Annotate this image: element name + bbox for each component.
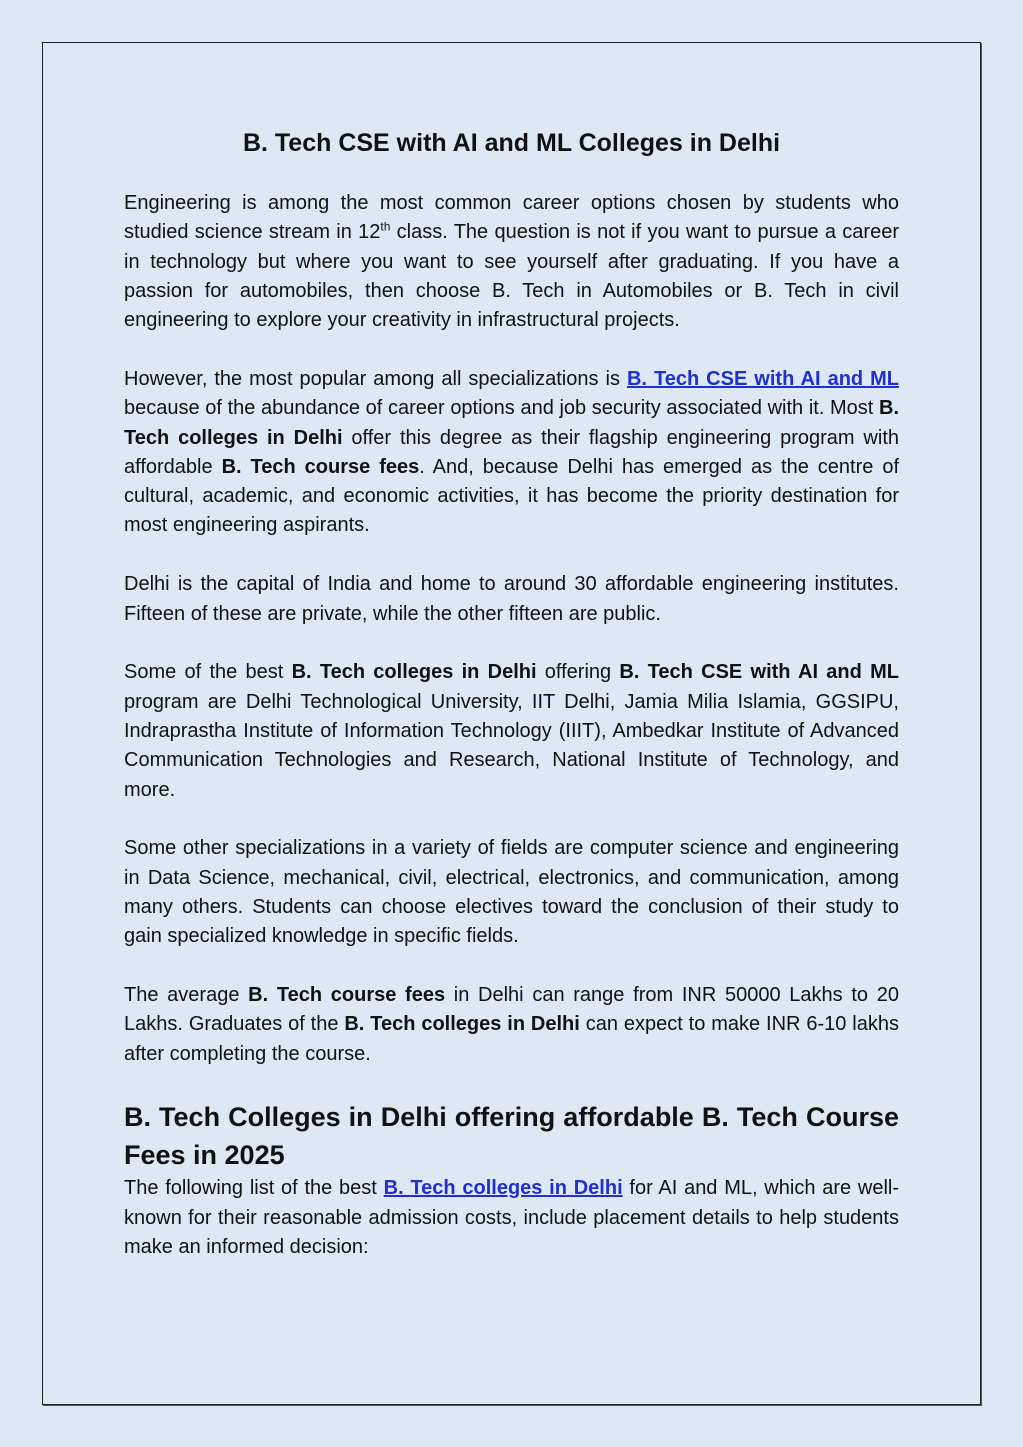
link-btech-colleges-delhi[interactable]: B. Tech colleges in Delhi bbox=[383, 1177, 623, 1200]
popular-text-1: However, the most popular among all specializations is bbox=[124, 367, 627, 390]
paragraph-fees bbox=[124, 981, 899, 1069]
document-body bbox=[124, 125, 899, 1292]
intro-text-1: Engineering is among the most common career options chosen by students who studied science stream in 12 bbox=[124, 192, 899, 244]
section-heading: B. Tech Colleges in Delhi offering affordable B. Tech Course Fees in 2025 bbox=[124, 1102, 899, 1171]
fees-text-2: in Delhi can range from INR 50000 Lakhs to 20 Lakhs. Graduates of the bbox=[124, 984, 899, 1036]
paragraph-best-colleges bbox=[124, 658, 899, 804]
list-intro-text-1: The following list of the best bbox=[124, 1177, 384, 1200]
paragraph-list-intro bbox=[124, 1174, 899, 1262]
paragraph-intro bbox=[124, 189, 899, 335]
paragraph-delhi: Delhi is the capital of India and home to around 30 affordable engineering institutes. Fifteen of these are private, while the other fifteen are public. bbox=[124, 573, 899, 625]
page-title: B. Tech CSE with AI and ML Colleges in Delhi bbox=[242, 129, 781, 157]
fees-text-3: can expect to make INR 6-10 lakhs after completing the course. bbox=[124, 1013, 899, 1065]
paragraph-specializations: Some other specializations in a variety of fields are computer science and engineering in Data Science, mechanical, civil, electrical, electronics, and communication, among many others. Students can choose electives toward the conclusion of their study to gain specialized knowledge in specific fields. bbox=[124, 837, 899, 948]
best-text-2: offering bbox=[536, 661, 620, 684]
best-text-1: Some of the best bbox=[124, 661, 292, 684]
popular-text-2: because of the abundance of career options and job security associated with it. Most bbox=[124, 397, 879, 420]
popular-text-3: offer this degree as their flagship engineering program with affordable bbox=[124, 426, 899, 478]
popular-text-4: . And, because Delhi has emerged as the centre of cultural, academic, and economic activities, it has become the priority destination for most engineering aspirants. bbox=[124, 455, 900, 537]
bold-btech-colleges: B. Tech colleges in Delhi bbox=[344, 1013, 580, 1036]
link-btech-cse-ai-ml[interactable]: B. Tech CSE with AI and ML bbox=[626, 367, 900, 390]
bold-btech-colleges: B. Tech colleges in Delhi bbox=[291, 661, 537, 684]
document-page bbox=[42, 42, 981, 1405]
superscript-th: th bbox=[380, 219, 391, 234]
bold-btech-colleges: B. Tech colleges in Delhi bbox=[124, 397, 899, 449]
fees-text-1: The average bbox=[124, 984, 249, 1007]
bold-course-fees: B. Tech course fees bbox=[248, 984, 446, 1007]
best-text-3: program are Delhi Technological University, IIT Delhi, Jamia Milia Islamia, GGSIPU, Indraprastha Institute of Information Technology (IIIT), Ambedkar Institute of Advanced Communication Technologies and Research, National Institute of Technology, and more. bbox=[124, 690, 899, 801]
bold-btech-cse-ai-ml: B. Tech CSE with AI and ML bbox=[619, 661, 899, 684]
intro-text-2: class. The question is not if you want to pursue a career in technology but where you want to see yourself after graduating. If you have a passion for automobiles, then choose B. Tech in Automobiles or B. Tech in civil engineering to explore your creativity in infrastructural projects. bbox=[124, 221, 899, 332]
list-intro-text-2: for AI and ML, which are well-known for their reasonable admission costs, include placement details to help students make an informed decision: bbox=[124, 1177, 900, 1259]
bold-course-fees: B. Tech course fees bbox=[221, 455, 420, 478]
paragraph-popular bbox=[124, 365, 899, 541]
